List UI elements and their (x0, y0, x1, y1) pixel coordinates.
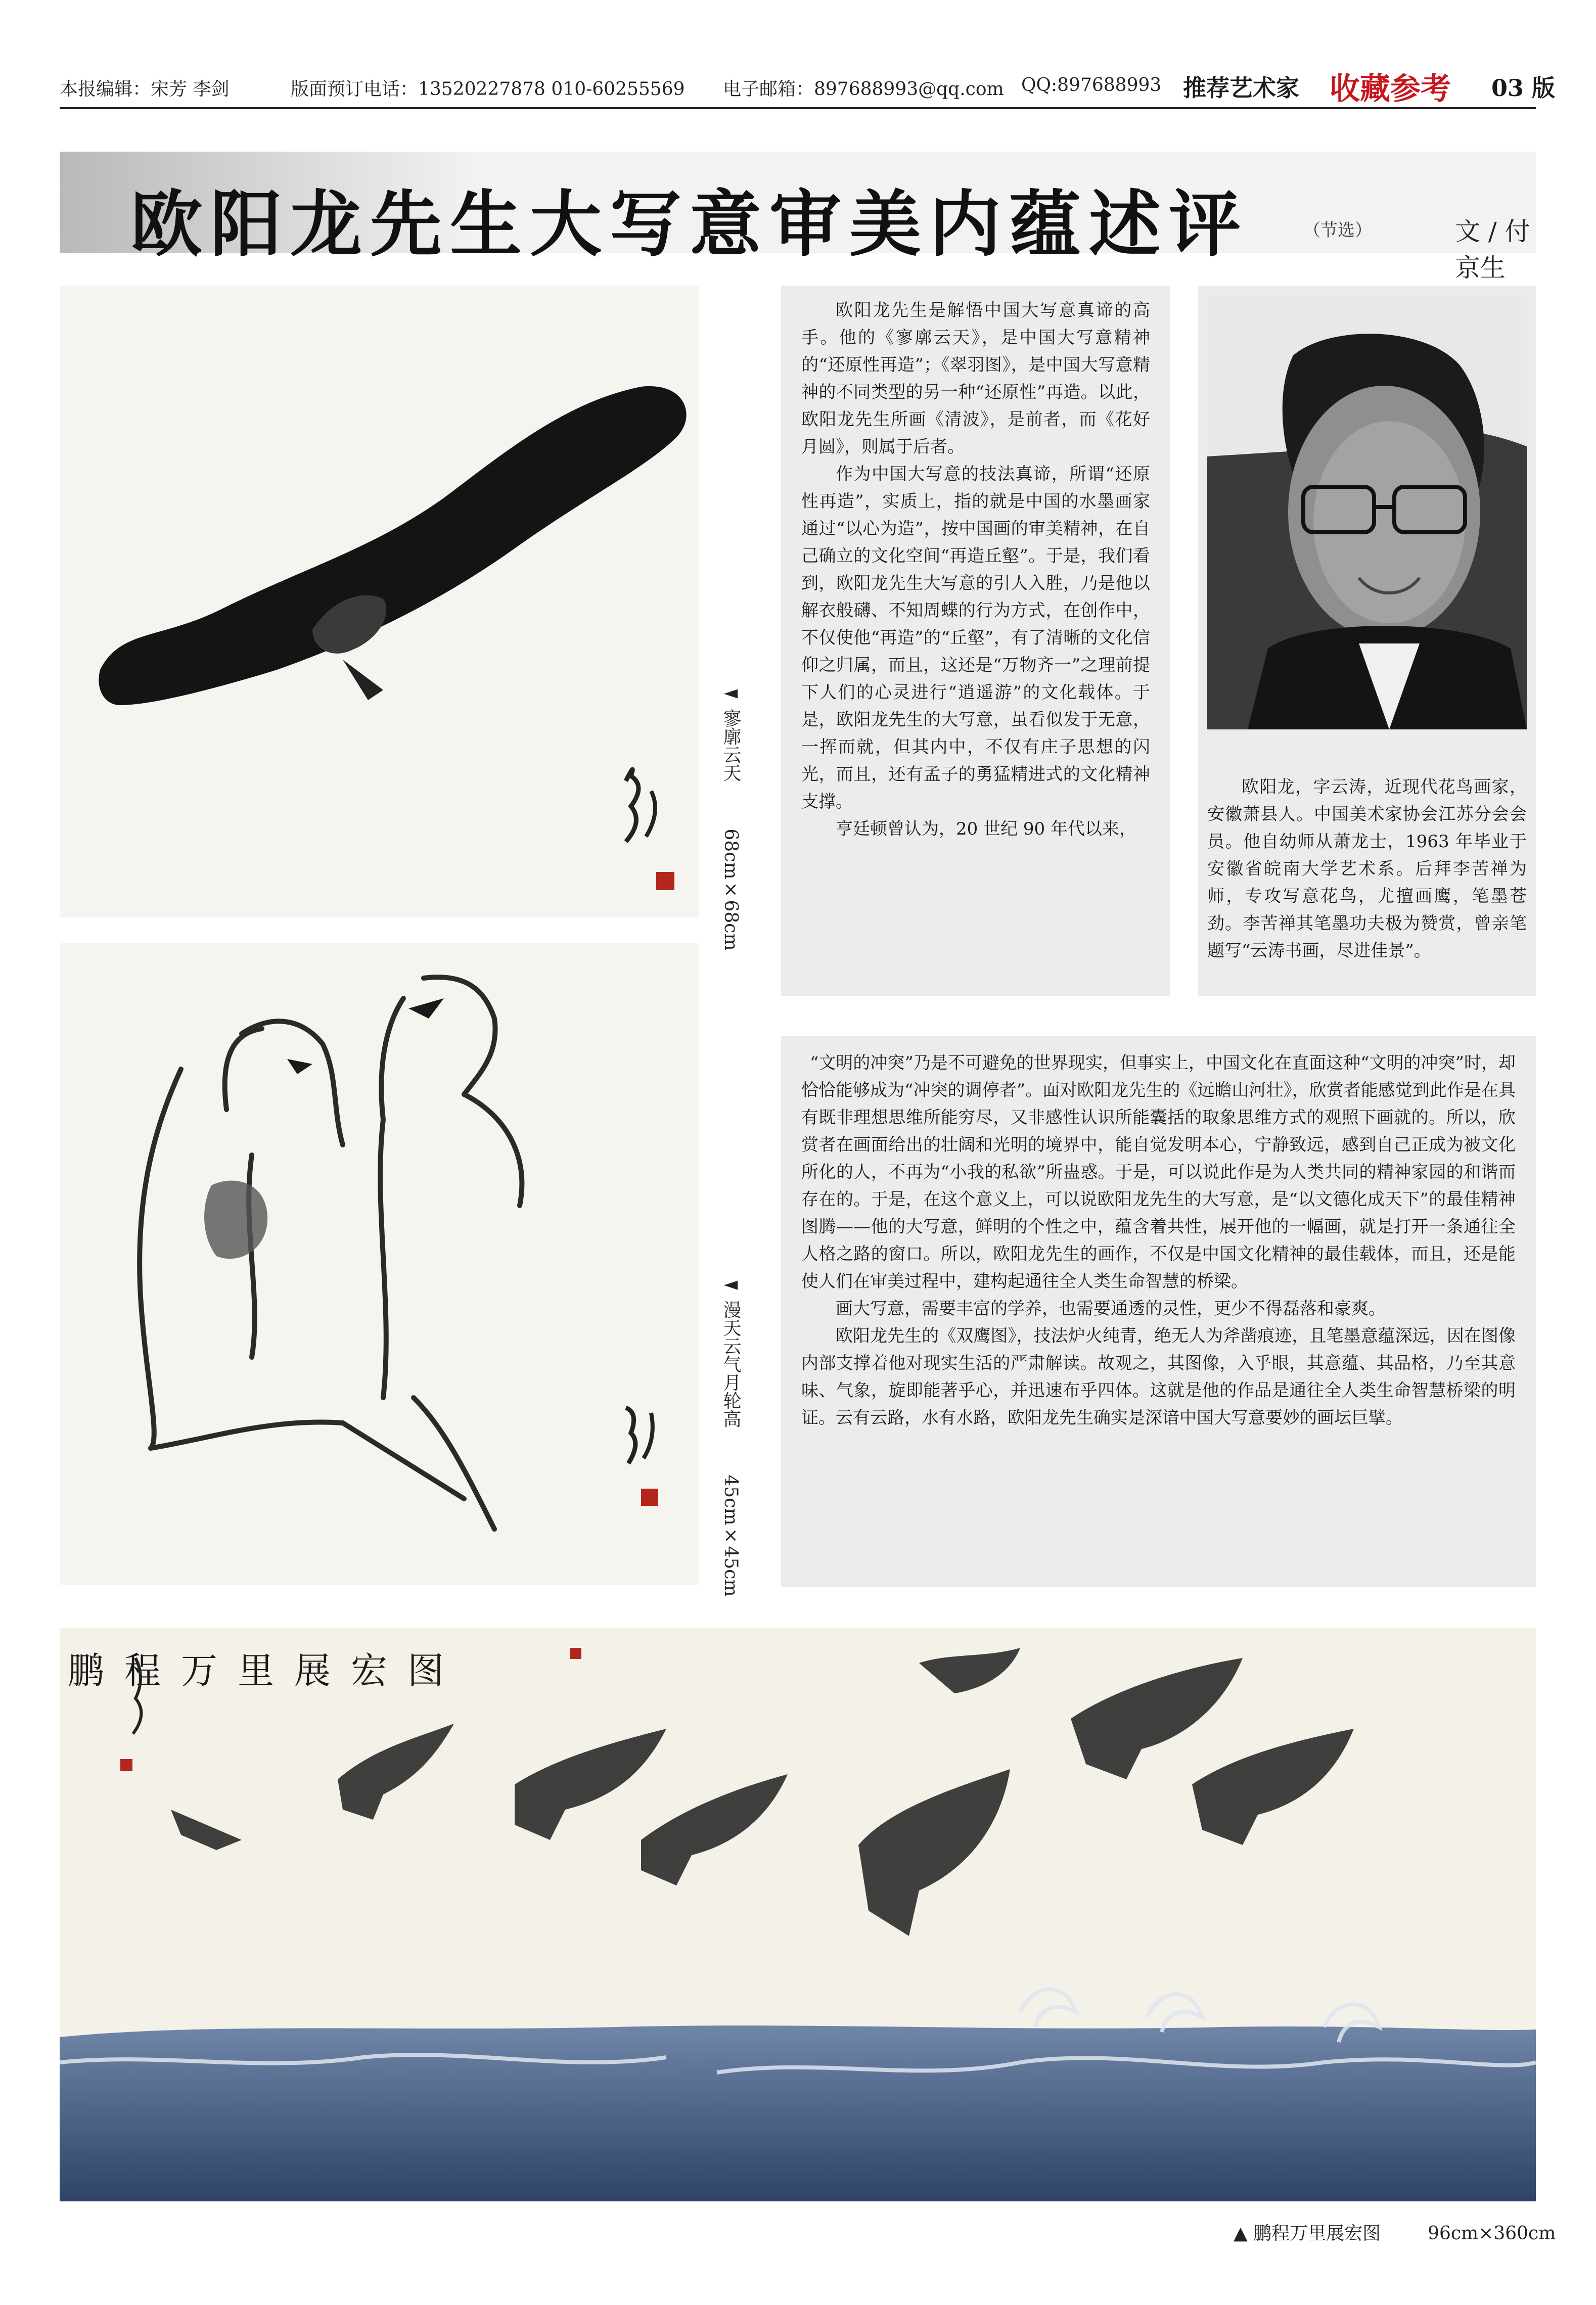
qq-contact: QQ:897688993 (1021, 75, 1162, 96)
eagles-over-sea-painting (60, 1628, 1536, 2201)
paragraph: 欧阳龙先生是解悟中国大写意真谛的高手。他的《寥廓云天》，是中国大写意精神的“还原性再造”；《翠羽图》，是中国大写意精神的不同类型的另一种“还原性”再造。以此，欧阳龙先生所画《清波》，是前者，而《花好月圆》，则属于后者。 (801, 300, 1150, 457)
recommend-label: 推荐艺术家 (1183, 74, 1299, 102)
portrait-photo (1207, 295, 1527, 729)
two-eagles-painting (60, 943, 699, 1585)
paragraph: 作为中国大写意的技法真谛，所谓“还原性再造”，实质上，指的就是中国的水墨画家通过“以心为造”，按中国画的审美精神，在自己确立的文化空间“再造丘壑”。于是，我们看到，欧阳龙先生大写意的引人入胜，乃是他以解衣般礴、不知周蝶的行为方式，在创作中，不仅使他“再造”的“丘壑”，有了清晰的文化信仰之归属，而且，这还是“万物齐一”之理前提下人们的心灵进行“逍遥游”的文化载体。于是，欧阳龙先生的大写意，虽看似发于无意，一挥而就，但其内中，不仅有庄子思想的闪光，而且，还有孟子的勇猛精进式的文化精神支撑。 (801, 464, 1150, 812)
article-column-1 (781, 286, 1170, 996)
ink-rock-painting (60, 286, 699, 917)
signature-seal (626, 1408, 658, 1506)
inscription-text: 鹏程万里展宏图 (67, 1649, 464, 1692)
paragraph: 画大写意，需要丰富的学养，也需要通透的灵性，更少不得磊落和豪爽。 (836, 1299, 1386, 1319)
excerpt-note: （节选） (1303, 220, 1372, 241)
artist-portrait (1207, 295, 1527, 729)
caption-marker-icon: ▲ (1234, 2223, 1254, 2244)
artist-profile (1198, 286, 1536, 996)
caption-p2-size: 45cm×45cm (720, 1474, 741, 1597)
artist-bio: 欧阳龙，字云涛，近现代花鸟画家，安徽萧县人。中国美术家协会江苏分会会员。他自幼师从萧龙士，1963 年毕业于安徽省皖南大学艺术系。后拜李苦禅为师，专攻写意花鸟，尤擅画鹰，笔墨苍劲。李苦禅其笔墨功夫极为赞赏，曾亲笔题写“云涛书画，尽进佳景”。 (1207, 777, 1527, 961)
paragraph: 欧阳龙先生的《双鹰图》，技法炉火纯青，绝无人为斧凿痕迹，且笔墨意蕴深远，因在图像内部支撑着他对现实生活的严肃解读。故观之，其图像，入乎眼，其意蕴、其品格，乃至其意味、气象，旋即能著乎心，并迅速布乎四体。这就是他的作品是通往全人类生命智慧桥梁的明证。云有云路，水有水路，欧阳龙先生确实是深谙中国大写意要妙的画坛巨擘。 (801, 1326, 1516, 1428)
caption-p3-title: 鹏程万里展宏图 (1253, 2223, 1381, 2244)
caption-p1-title: 寥廓云天 (720, 709, 741, 782)
painting-mantian-yunqi (60, 943, 699, 1585)
caption-marker-icon: ◄ (720, 682, 741, 709)
paragraph: “文明的冲突”乃是不可避免的世界现实，但事实上，中国文化在直面这种“文明的冲突”时，却恰恰能够成为“冲突的调停者”。面对欧阳龙先生的《远瞻山河壮》，欣赏者能感觉到此作是在具有既非理想思维所能穷尽，又非感性认识所能囊括的取象思维方式的观照下画就的。所以，欣赏者在画面给出的壮阔和光明的境界中，能自觉发明本心，宁静致远，感到自己正成为被文化所化的人，不再为“小我的私欲”所蛊惑。于是，可以说此作是为人类共同的精神家园的和谐而存在的。于是，在这个意义上，可以说欧阳龙先生的大写意，是“以文德化成天下”的最佳精神图腾——他的大写意，鲜明的个性之中，蕴含着共性，展开他的一幅画，就是打开一条通往全人格之路的窗口。所以，欧阳龙先生的画作，不仅是中国文化精神的最佳载体，而且，还是能使人们在审美过程中，建构起通往全人类生命智慧的桥梁。 (801, 1053, 1516, 1292)
panorama-inscription (68, 1648, 581, 1771)
ad-phone: 版面预订电话：13520227878 010-60255569 (291, 79, 685, 100)
article-column-2 (781, 1036, 1536, 1587)
caption-p1 (718, 682, 744, 951)
signature-seal (626, 769, 674, 890)
paragraph: 亨廷顿曾认为，20 世纪 90 年代以来， (836, 819, 1136, 839)
painting-pengcheng-wanli (60, 1628, 1536, 2201)
section-name: 收藏参考 (1330, 71, 1451, 107)
article-title: 欧阳龙先生大写意审美内蕴述评 (130, 183, 1249, 266)
title-band (60, 152, 1536, 283)
caption-marker-icon: ◄ (720, 1274, 741, 1301)
caption-p2-title: 漫天云气月轮高 (720, 1300, 741, 1428)
header-rule (60, 107, 1536, 109)
painting-liaokuo-yuntian (60, 286, 699, 917)
editors-credit: 本报编辑：宋芳 李剑 (60, 79, 230, 100)
page-number: 03 版 (1491, 74, 1556, 102)
caption-p1-size: 68cm×68cm (720, 828, 741, 951)
page-header (0, 0, 1596, 116)
email-contact: 电子邮箱：897688993@qq.com (723, 79, 1004, 100)
caption-p3 (1234, 2219, 1556, 2245)
article-author: 文 / 付京生 (1455, 217, 1530, 283)
caption-p2 (718, 1274, 744, 1597)
caption-p3-size: 96cm×360cm (1428, 2223, 1556, 2244)
